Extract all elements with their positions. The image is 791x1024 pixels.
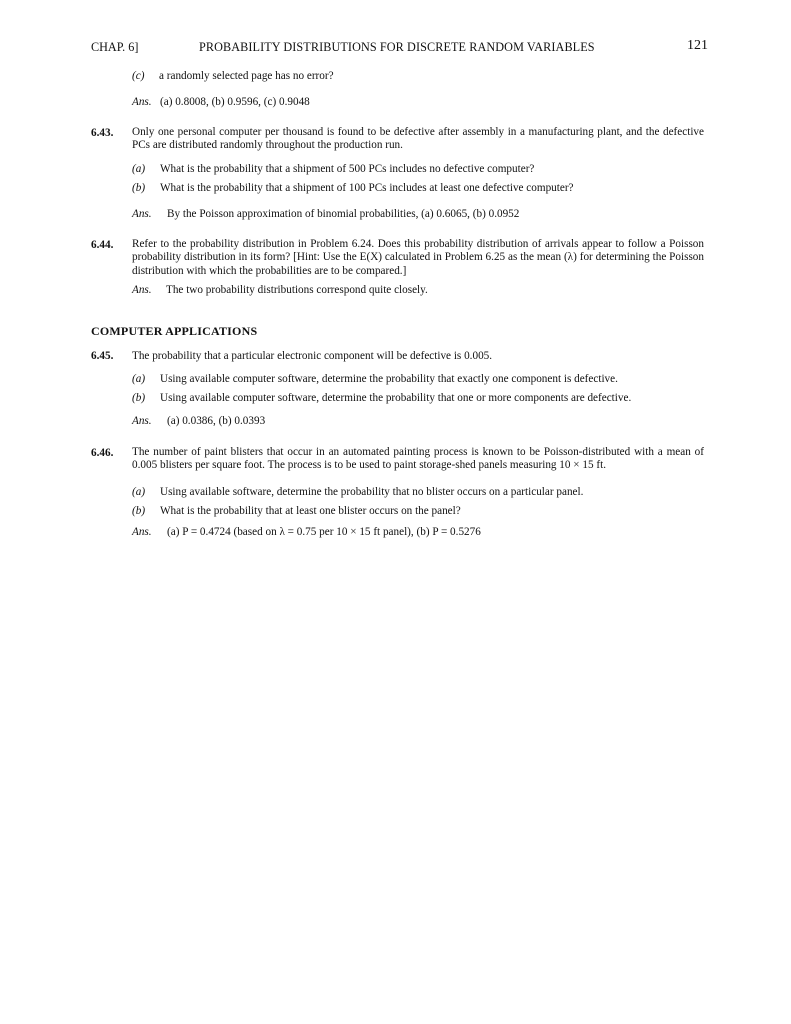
part-text: What is the probability that a shipment of 500 PCs includes no defective computer? — [160, 163, 535, 175]
part-text: Using available computer software, determine the probability that exactly one component is defective. — [160, 373, 618, 385]
part-label: (c) — [132, 70, 145, 82]
part-text: a randomly selected page has no error? — [159, 70, 334, 82]
part-label: (a) — [132, 486, 146, 498]
answer-text: (a) 0.0386, (b) 0.0393 — [167, 415, 266, 427]
running-title: PROBABILITY DISTRIBUTIONS FOR DISCRETE RANDOM VARIABLES — [199, 40, 595, 54]
part-label: (a) — [132, 163, 146, 175]
part-text: What is the probability that at least one blister occurs on the panel? — [160, 505, 461, 517]
answer-text: (a) P = 0.4724 (based on λ = 0.75 per 10 × 15 ft panel), (b) P = 0.5276 — [167, 526, 481, 538]
part-label: (b) — [132, 182, 146, 194]
page-header — [91, 40, 708, 56]
answer-label: Ans. — [132, 526, 152, 538]
answer-label: Ans. — [132, 208, 152, 220]
chapter-label: CHAP. 6] — [91, 40, 139, 54]
part-text: Using available software, determine the probability that no blister occurs on a particular panel. — [160, 486, 584, 498]
part-label: (a) — [132, 373, 146, 385]
problem-text: Only one personal computer per thousand is found to be defective after assembly in a manufacturing plant, and the defective PCs are distributed randomly throughout the production run. — [132, 126, 704, 152]
answer-label: Ans. — [132, 284, 152, 296]
answer-label: Ans. — [132, 415, 152, 427]
page-number: 121 — [687, 38, 708, 53]
part-text: What is the probability that a shipment of 100 PCs includes at least one defective computer? — [160, 182, 574, 194]
problem-text: The probability that a particular electronic component will be defective is 0.005. — [132, 350, 493, 362]
answer-text: By the Poisson approximation of binomial probabilities, (a) 0.6065, (b) 0.0952 — [167, 208, 520, 220]
section-heading: COMPUTER APPLICATIONS — [91, 324, 258, 338]
problem-number: 6.46. — [91, 447, 114, 459]
problem-text: The number of paint blisters that occur in an automated painting process is known to be Poisson-distributed with a mean of 0.005 blisters per square foot. The process is to be used to paint storage-shed panels measuring 10 × 15 ft. — [132, 446, 704, 472]
part-label: (b) — [132, 505, 146, 517]
answer-text: (a) 0.8008, (b) 0.9596, (c) 0.9048 — [160, 96, 310, 108]
part-label: (b) — [132, 392, 146, 404]
problem-number: 6.43. — [91, 127, 114, 139]
answer-text: The two probability distributions correspond quite closely. — [166, 284, 428, 296]
problem-number: 6.44. — [91, 239, 114, 251]
problem-text: Refer to the probability distribution in Problem 6.24. Does this probability distribution of arrivals appear to follow a Poisson probability distribution in its form? [Hint: Use the E(X) calculated in Problem 6.25 as the mean (λ) for determining the Poisson distribution with which the probabilities are to be compared.] — [132, 238, 704, 277]
answer-label: Ans. — [132, 96, 152, 108]
part-text: Using available computer software, determine the probability that one or more components are defective. — [160, 392, 632, 404]
problem-number: 6.45. — [91, 350, 114, 362]
